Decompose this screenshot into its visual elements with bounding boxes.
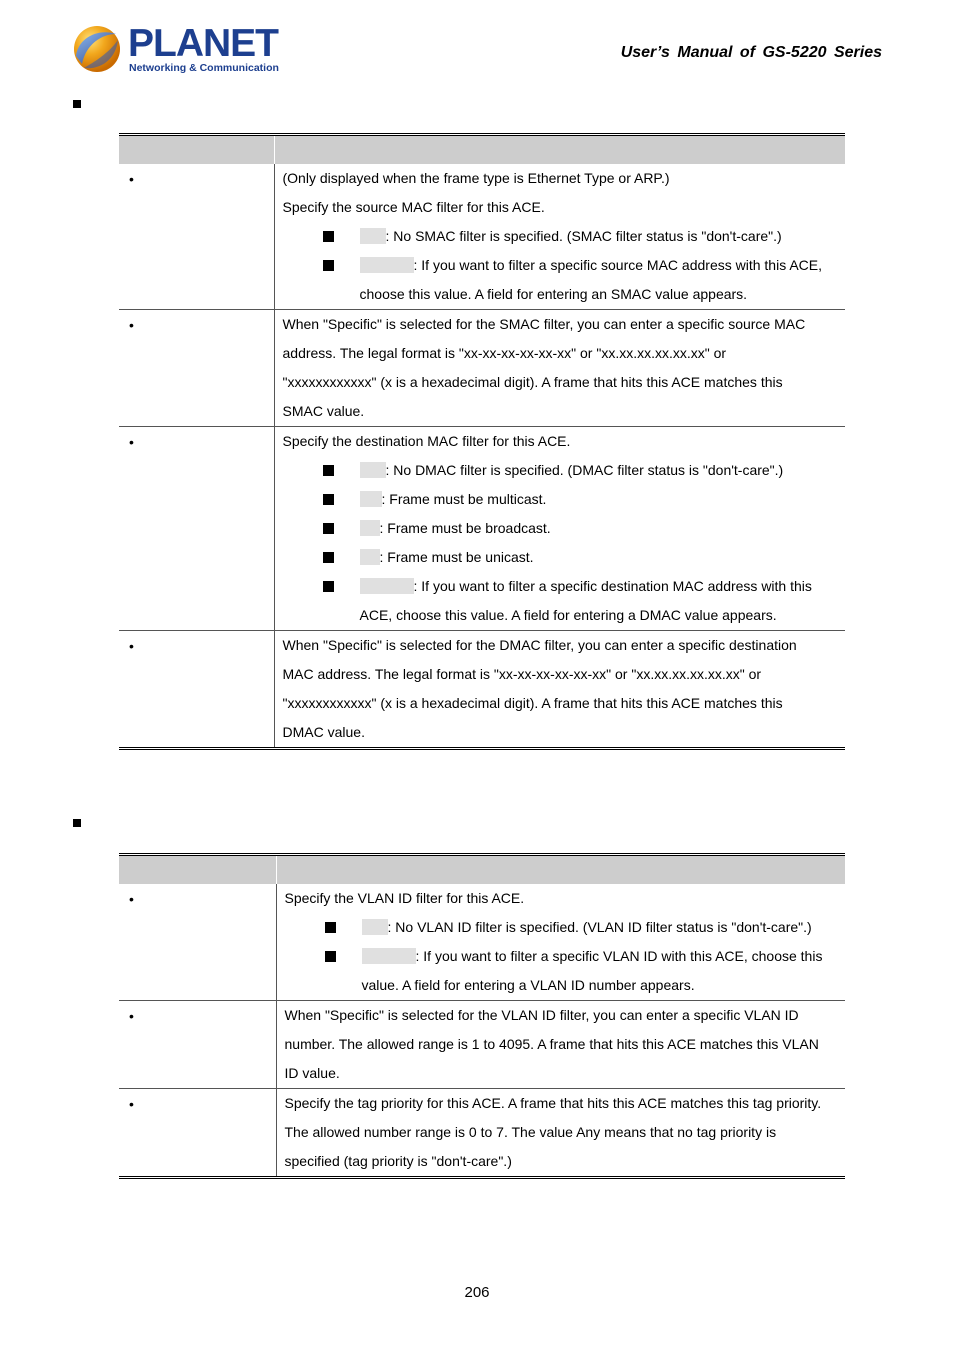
- header-cell-description: [274, 135, 845, 165]
- table-row: [119, 427, 845, 631]
- option-name-highlight: [360, 462, 386, 478]
- option-text: : Frame must be multicast.: [381, 491, 547, 507]
- section-bullet-icon: [73, 100, 81, 108]
- description-line: SMAC value.: [282, 403, 365, 419]
- vlan-parameters-table: [119, 853, 845, 1179]
- option-text: : If you want to filter a specific source MAC address with this ACE,: [413, 257, 822, 273]
- manual-title: User’s Manual of GS-5220 Series: [620, 44, 882, 61]
- bullet-dot-icon: •: [129, 1096, 134, 1112]
- table-row: [119, 1089, 845, 1178]
- mac-parameters-table: [119, 133, 845, 750]
- description-line: When "Specific" is selected for the VLAN ID filter, you can enter a specific VLAN ID: [284, 1007, 799, 1023]
- square-bullet-icon: [323, 552, 334, 563]
- option-continuation: choose this value. A field for entering an SMAC value appears.: [359, 286, 748, 302]
- option-text: : Frame must be unicast.: [379, 549, 534, 565]
- description-line: "xxxxxxxxxxxx" (x is a hexadecimal digit). A frame that hits this ACE matches this: [282, 695, 783, 711]
- option-name-highlight: [360, 520, 380, 536]
- option-item: [275, 514, 846, 543]
- option-item: [275, 543, 846, 572]
- option-name-highlight: [360, 578, 414, 594]
- option-name-highlight: [362, 948, 416, 964]
- section-bullet-icon: [73, 819, 81, 827]
- table-body: [119, 135, 845, 749]
- bullet-dot-icon: •: [129, 434, 134, 450]
- option-item: [277, 942, 846, 971]
- bullet-dot-icon: •: [129, 638, 134, 654]
- option-item: [277, 913, 846, 942]
- description-line: When "Specific" is selected for the DMAC filter, you can enter a specific destination: [282, 637, 797, 653]
- globe-logo-icon: [72, 24, 122, 74]
- table-body: [119, 855, 845, 1178]
- brand-name: PLANET: [128, 22, 278, 65]
- object-cell: [119, 164, 274, 310]
- option-continuation: value. A field for entering a VLAN ID number appears.: [361, 977, 695, 993]
- description-cell: [276, 884, 845, 1001]
- bullet-dot-icon: •: [129, 891, 134, 907]
- description-line: number. The allowed range is 1 to 4095. A frame that hits this ACE matches this VLAN: [284, 1036, 819, 1052]
- brand-tagline: Networking & Communication: [129, 62, 279, 74]
- header-cell-object: [119, 135, 274, 165]
- object-cell: [119, 631, 274, 749]
- description-line: (Only displayed when the frame type is Ethernet Type or ARP.): [282, 170, 670, 186]
- square-bullet-icon: [323, 260, 334, 271]
- square-bullet-icon: [325, 922, 336, 933]
- description-cell: [274, 631, 845, 749]
- object-cell: [119, 1089, 276, 1178]
- description-line: When "Specific" is selected for the SMAC filter, you can enter a specific source MAC: [282, 316, 806, 332]
- square-bullet-icon: [323, 231, 334, 242]
- bullet-dot-icon: •: [129, 171, 134, 187]
- header-cell-object: [119, 855, 276, 885]
- option-name-highlight: [360, 549, 380, 565]
- option-name-highlight: [362, 919, 388, 935]
- description-cell: [274, 310, 845, 427]
- description-cell: [274, 427, 845, 631]
- planet-logo: [72, 22, 279, 78]
- square-bullet-icon: [323, 494, 334, 505]
- description-line: Specify the source MAC filter for this ACE.: [282, 199, 545, 215]
- description-line: ID value.: [284, 1065, 340, 1081]
- option-item: [275, 222, 846, 251]
- description-line: address. The legal format is "xx-xx-xx-xx-xx-xx" or "xx.xx.xx.xx.xx.xx" or: [282, 345, 727, 361]
- description-cell: [276, 1089, 845, 1178]
- description-line: DMAC value.: [282, 724, 365, 740]
- description-cell: [276, 1001, 845, 1089]
- page-number: 206: [464, 1284, 490, 1301]
- table-row: [119, 1001, 845, 1089]
- option-name-highlight: [360, 491, 382, 507]
- object-cell: [119, 884, 276, 1001]
- description-line: specified (tag priority is "don't-care".): [284, 1153, 512, 1169]
- bullet-dot-icon: •: [129, 317, 134, 333]
- option-item: [275, 251, 846, 280]
- description-line: The allowed number range is 0 to 7. The value Any means that no tag priority is: [284, 1124, 777, 1140]
- square-bullet-icon: [323, 465, 334, 476]
- table-row: [119, 631, 845, 749]
- option-item: [275, 456, 846, 485]
- square-bullet-icon: [323, 581, 334, 592]
- description-line: Specify the VLAN ID filter for this ACE.: [284, 890, 525, 906]
- object-cell: [119, 310, 274, 427]
- table-row: [119, 310, 845, 427]
- table-row: [119, 164, 845, 310]
- object-cell: [119, 427, 274, 631]
- option-item: [275, 572, 846, 601]
- description-line: Specify the tag priority for this ACE. A frame that hits this ACE matches this tag priority.: [284, 1095, 822, 1111]
- object-cell: [119, 1001, 276, 1089]
- table-header-row: [119, 135, 845, 165]
- option-item: [275, 485, 846, 514]
- description-cell: [274, 164, 845, 310]
- option-text: : No DMAC filter is specified. (DMAC filter status is "don't-care".): [385, 462, 784, 478]
- bullet-dot-icon: •: [129, 1008, 134, 1024]
- option-text: : If you want to filter a specific destination MAC address with this: [413, 578, 812, 594]
- option-name-highlight: [360, 257, 414, 273]
- option-text: : If you want to filter a specific VLAN ID with this ACE, choose this: [415, 948, 823, 964]
- option-continuation: ACE, choose this value. A field for entering a DMAC value appears.: [359, 607, 777, 623]
- description-line: "xxxxxxxxxxxx" (x is a hexadecimal digit). A frame that hits this ACE matches this: [282, 374, 783, 390]
- table-row: [119, 884, 845, 1001]
- description-line: Specify the destination MAC filter for this ACE.: [282, 433, 571, 449]
- header-cell-description: [276, 855, 845, 885]
- option-name-highlight: [360, 228, 386, 244]
- option-text: : No VLAN ID filter is specified. (VLAN ID filter status is "don't-care".): [387, 919, 812, 935]
- option-text: : No SMAC filter is specified. (SMAC filter status is "don't-care".): [385, 228, 782, 244]
- square-bullet-icon: [325, 951, 336, 962]
- square-bullet-icon: [323, 523, 334, 534]
- table-header-row: [119, 855, 845, 885]
- description-line: MAC address. The legal format is "xx-xx-xx-xx-xx-xx" or "xx.xx.xx.xx.xx.xx" or: [282, 666, 762, 682]
- option-text: : Frame must be broadcast.: [379, 520, 551, 536]
